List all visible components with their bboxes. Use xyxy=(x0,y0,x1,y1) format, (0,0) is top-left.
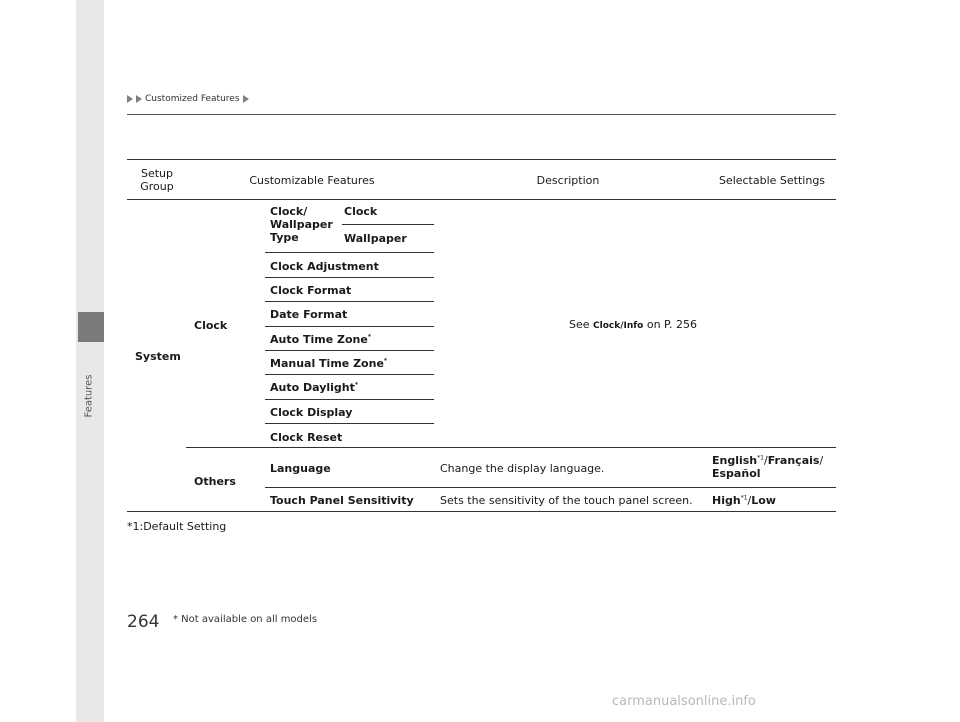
settings-touch-panel xyxy=(712,494,776,507)
table-top-rule xyxy=(127,159,836,160)
not-all-models-star: * xyxy=(367,333,371,341)
feature-auto-daylight xyxy=(270,381,358,394)
subgroup-clock: Clock xyxy=(194,319,228,332)
row-divider xyxy=(265,487,836,488)
feature-label: Auto Time Zone xyxy=(270,333,368,346)
feature-touch-panel-sensitivity: Touch Panel Sensitivity xyxy=(270,494,414,507)
feature-clock-display: Clock Display xyxy=(270,406,353,419)
feature-date-format: Date Format xyxy=(270,308,348,321)
row-divider xyxy=(265,423,434,424)
row-divider xyxy=(265,350,434,351)
sidebar-tab-strip xyxy=(76,0,104,722)
feature-language: Language xyxy=(270,462,331,475)
breadcrumb-link[interactable]: Customized Features xyxy=(145,94,240,104)
row-divider xyxy=(265,326,434,327)
breadcrumb-arrow-icon xyxy=(136,95,142,103)
breadcrumb xyxy=(127,94,249,104)
feature-manual-time-zone xyxy=(270,357,387,370)
breadcrumb-arrow-icon xyxy=(127,95,133,103)
table-bottom-rule xyxy=(127,511,836,512)
reference-suffix: on P. 256 xyxy=(643,318,697,331)
feature-clock-wallpaper-type: Clock/ Wallpaper Type xyxy=(270,205,333,244)
active-section-tab[interactable] xyxy=(78,312,104,342)
header-description: Description xyxy=(536,174,600,187)
header-selectable-settings: Selectable Settings xyxy=(718,174,826,187)
table-header-rule xyxy=(127,199,836,200)
page-number: 264 xyxy=(127,612,160,632)
row-divider xyxy=(265,277,434,278)
not-all-models-star: * xyxy=(354,381,359,389)
feature-label: Manual Time Zone xyxy=(270,357,384,370)
feature-auto-time-zone xyxy=(270,333,371,346)
header-rule xyxy=(127,114,836,115)
feature-clock-format: Clock Format xyxy=(270,284,352,297)
header-setup-group: Setup Group xyxy=(140,167,174,193)
footnote: * Not available on all models xyxy=(173,614,318,625)
breadcrumb-arrow-icon xyxy=(243,95,249,103)
feature-clock-adjustment: Clock Adjustment xyxy=(270,260,379,273)
row-divider xyxy=(265,301,434,302)
feature-wallpaper: Wallpaper xyxy=(344,232,407,245)
subgroup-others: Others xyxy=(194,475,236,488)
description-language: Change the display language. xyxy=(440,462,605,475)
setting-separator: / xyxy=(763,454,768,467)
reference-prefix: See xyxy=(569,318,594,331)
default-setting-note: *1:Default Setting xyxy=(127,520,227,533)
setting-separator: / xyxy=(819,454,824,467)
feature-label: Auto Daylight xyxy=(270,381,355,394)
setting-option: High xyxy=(712,494,741,507)
setting-option: Français xyxy=(767,454,820,467)
row-divider xyxy=(342,224,434,225)
default-marker: *1 xyxy=(757,454,764,462)
setting-option: Español xyxy=(712,467,761,480)
reference-link[interactable]: Clock/Info xyxy=(593,321,644,331)
default-marker: *1 xyxy=(740,494,748,502)
feature-clock-reset: Clock Reset xyxy=(270,431,343,444)
row-divider xyxy=(265,374,434,375)
not-all-models-star: * xyxy=(383,357,388,365)
clock-reference xyxy=(569,318,697,333)
subgroup-divider xyxy=(186,447,836,448)
group-system: System xyxy=(135,350,181,363)
section-label: Features xyxy=(83,374,95,418)
description-touch-panel: Sets the sensitivity of the touch panel screen. xyxy=(440,494,693,507)
setting-option: English xyxy=(712,454,758,467)
header-customizable-features: Customizable Features xyxy=(249,174,375,187)
row-divider xyxy=(265,399,434,400)
watermark: carmanualsonline.info xyxy=(612,694,756,709)
setting-option: Low xyxy=(751,494,776,507)
feature-clock: Clock xyxy=(344,205,378,218)
row-divider xyxy=(265,252,434,253)
settings-language xyxy=(712,454,832,480)
setting-separator: / xyxy=(747,494,752,507)
